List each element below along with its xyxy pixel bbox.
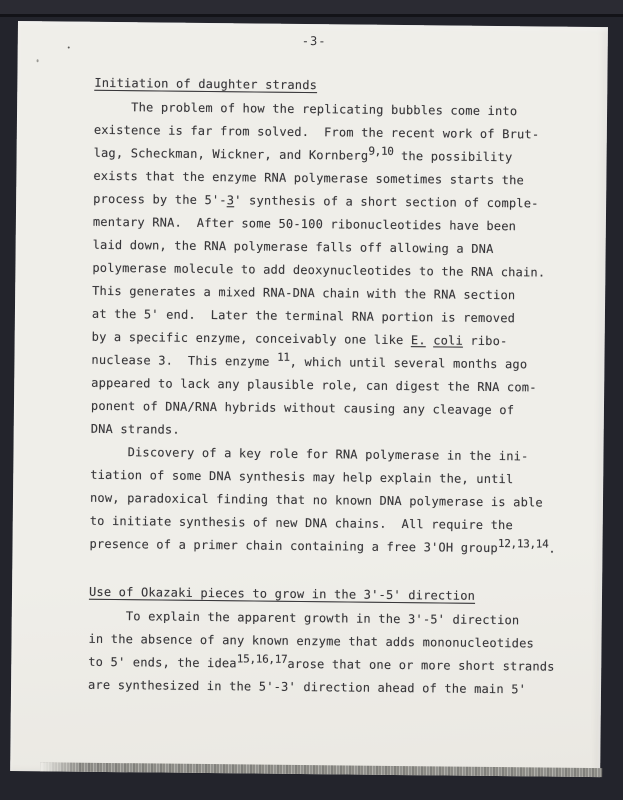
edge-band-fade	[40, 762, 80, 771]
text-segment: mentary RNA. After some 50-100 ribonucleotides have been	[92, 214, 517, 234]
text-segment: The problem of how the replicating bubbles come into	[94, 99, 518, 119]
text-segment: , which until several months ago	[289, 354, 528, 372]
text-segment: coli	[433, 333, 464, 348]
text-line	[88, 674, 568, 702]
text-segment: Discovery of a key role for RNA polymerase in the ini-	[90, 444, 529, 464]
text-segment: Use of Okazaki pieces to grow in the 3'-5' direction	[88, 584, 476, 603]
text-segment: now, paradoxical finding that no known DNA polymerase is able	[89, 490, 543, 510]
underlying-sheet-edge	[40, 762, 602, 777]
text-line	[89, 533, 569, 561]
text-segment: existence is far from solved. From the recent work of Brut-	[93, 122, 540, 142]
text-segment: tiation of some DNA synthesis may help explain the, until	[90, 467, 514, 487]
text-segment: ribo-	[462, 333, 508, 349]
text-segment: process by the 5'-	[93, 191, 227, 208]
text-segment: E.	[410, 333, 426, 348]
page-number: -3-	[301, 33, 327, 49]
paper-speck	[37, 59, 39, 62]
background-seam-line	[0, 14, 623, 17]
text-segment: are synthesized in the 5'-3' direction ahead of the main 5'	[87, 677, 527, 697]
text-segment: exists that the enzyme RNA polymerase sometimes starts the	[93, 168, 525, 188]
reference-superscript: 12,13,14	[497, 537, 549, 551]
text-segment: 3	[226, 193, 235, 208]
text-segment: laid down, the RNA polymerase falls off allowing a DNA	[92, 237, 494, 256]
text-segment: lag, Scheckman, Wickner, and Kornberg	[93, 145, 369, 163]
text-segment: This generates a mixed RNA-DNA chain with the RNA section	[92, 283, 516, 303]
text-segment: at the 5' end. Later the terminal RNA portion is removed	[91, 306, 516, 326]
text-segment: nuclease 3. This enzyme	[91, 352, 278, 369]
text-segment: ponent of DNA/RNA hybrids without causing any cleavage of	[90, 398, 515, 418]
text-segment: polymerase molecule to add deoxynucleotides to the RNA chain.	[92, 260, 546, 280]
text-segment: appeared to lack any plausible role, can digest the RNA com-	[91, 375, 537, 395]
text-segment: presence of a primer chain containing a free 3'OH group	[89, 536, 498, 556]
paragraph	[89, 441, 570, 561]
reference-superscript: 15,16,17	[236, 652, 288, 666]
text-segment: in the absence of any known enzyme that adds mononucleotides	[88, 631, 535, 651]
paragraph	[88, 605, 569, 702]
text-segment	[426, 333, 434, 347]
document-content	[88, 72, 575, 702]
paper-sheet	[10, 21, 608, 777]
text-segment: Initiation of daughter strands	[94, 75, 318, 93]
text-segment: .	[548, 541, 556, 556]
text-segment: to 5' ends, the idea	[88, 654, 237, 671]
paragraph	[91, 96, 575, 446]
paper-speck	[68, 47, 70, 49]
text-segment: the possibility	[393, 148, 513, 165]
text-segment: to initiate synthesis of new DNA chains. All require the	[89, 513, 514, 533]
text-segment: by a specific enzyme, conceivably one like	[91, 329, 412, 348]
text-segment: ' synthesis of a short section of comple-	[234, 193, 539, 211]
background-top-band	[0, 0, 623, 14]
reference-superscript: 11	[277, 350, 290, 364]
text-segment: DNA strands.	[90, 421, 180, 437]
text-segment: arose that one or more short strands	[287, 656, 555, 674]
text-segment: To explain the apparent growth in the 3'-5' direction	[88, 608, 520, 628]
reference-superscript: 9,10	[368, 144, 394, 158]
